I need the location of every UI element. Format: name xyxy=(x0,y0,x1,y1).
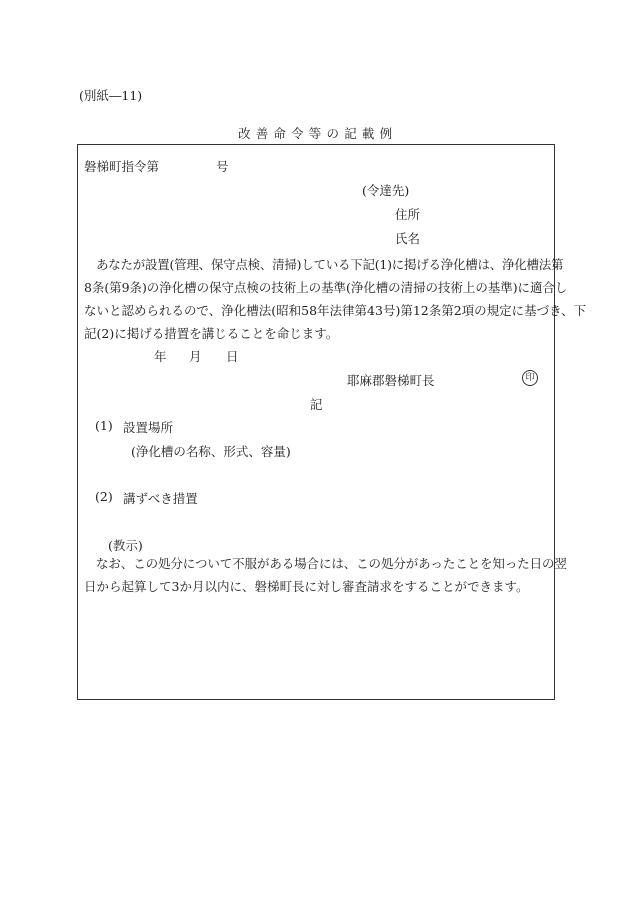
name-label: 氏名 xyxy=(395,231,421,246)
instruction-line: 日から起算して3か月以内に、磐梯町長に対し審査請求をすることができます。 xyxy=(84,579,529,594)
body-line: 記(2)に掲げる措置を講じることを命じます。 xyxy=(84,326,339,341)
issuer-name: 耶麻郡磐梯町長 xyxy=(347,373,435,388)
item-label-measures: 講ずべき措置 xyxy=(123,491,198,506)
address-label: 住所 xyxy=(395,207,421,222)
ki-heading: 記 xyxy=(310,397,323,412)
document-title: 改善命令等の記載例 xyxy=(238,126,398,141)
date-year: 年 xyxy=(154,349,167,364)
notice-number-prefix: 磐梯町指令第 xyxy=(84,159,160,174)
date-day: 日 xyxy=(226,349,239,364)
body-line: 8条(第9条)の浄化槽の保守点検の技術上の基準(浄化槽の清掃の技術上の基準)に適合し xyxy=(84,280,568,295)
notice-number-suffix: 号 xyxy=(216,159,229,174)
order-body-text xyxy=(84,253,587,345)
seal-icon: 印 xyxy=(522,370,538,386)
instruction-text xyxy=(84,552,567,598)
item-number: (2) xyxy=(95,489,113,504)
body-line: ないと認められるので、浄化槽法(昭和58年法律第43号)第12条第2項の規定に基づき、下 xyxy=(84,303,587,318)
item-detail: (浄化槽の名称、形式、容量) xyxy=(131,444,291,459)
instruction-heading: (教示) xyxy=(108,538,143,553)
instruction-line: なお、この処分について不服がある場合には、この処分があったことを知った日の翌 xyxy=(96,556,567,571)
item-label-location: 設置場所 xyxy=(123,420,174,435)
item-number: (1) xyxy=(95,418,113,433)
date-month: 月 xyxy=(189,349,202,364)
form-label: (別紙―11) xyxy=(79,88,143,103)
recipient-label: (令達先) xyxy=(362,183,410,198)
body-line: あなたが設置(管理、保守点検、清掃)している下記(1)に掲げる浄化槽は、浄化槽法第 xyxy=(96,257,564,272)
